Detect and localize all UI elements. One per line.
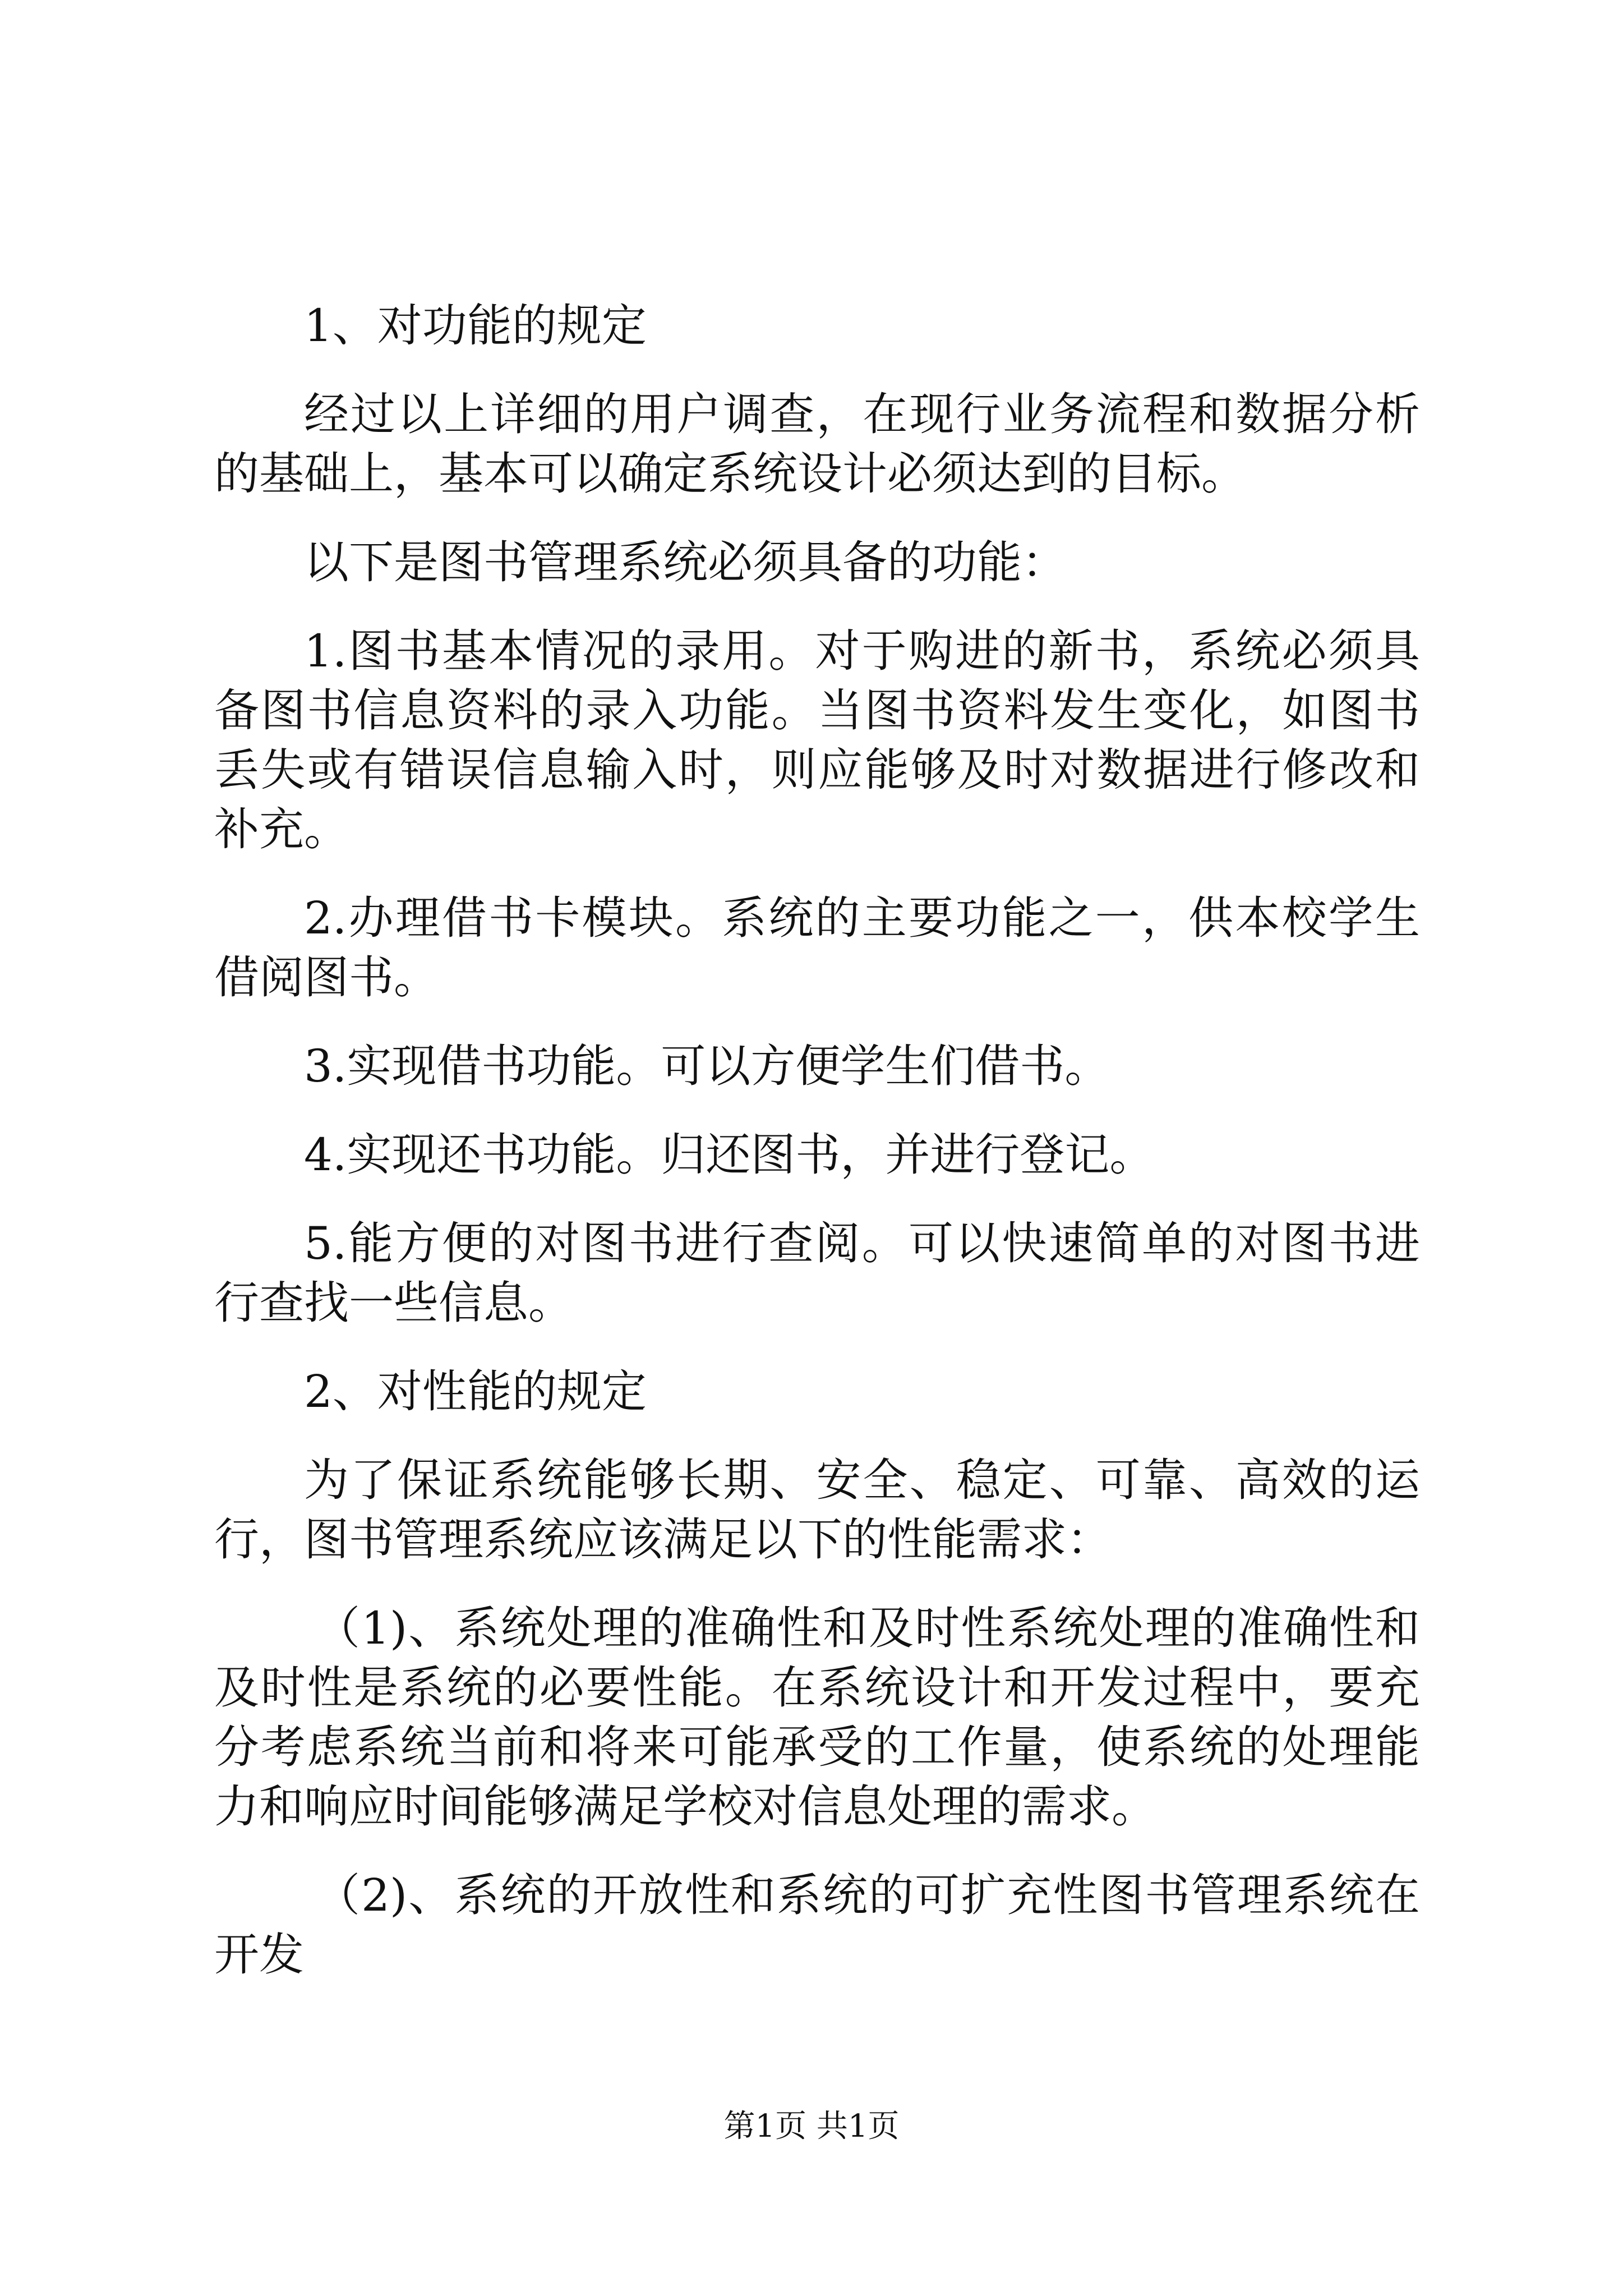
section-heading-functions: 1、对功能的规定 xyxy=(304,300,647,352)
paragraph-intro: 经过以上详细的用户调查，在现行业务流程和数据分析的基础上，基本可以确定系统设计必须达到的目标。 xyxy=(214,388,1420,500)
paragraph-performance-lead: 为了保证系统能够长期、安全、稳定、可靠、高效的运行，图书管理系统应该满足以下的性能需求： xyxy=(214,1454,1420,1566)
list-item-5: 5.能方便的对图书进行查阅。可以快速简单的对图书进行查找一些信息。 xyxy=(214,1217,1420,1329)
performance-item-2: （2)、系统的开放性和系统的可扩充性图书管理系统在开发 xyxy=(214,1869,1420,1981)
document-body xyxy=(214,296,1420,2014)
performance-item-1: （1)、系统处理的准确性和及时性系统处理的准确性和及时性是系统的必要性能。在系统设计和开发过程中，要充分考虑系统当前和将来可能承受的工作量，使系统的处理能力和响应时间能够满足学校对信息处理的需求。 xyxy=(214,1602,1420,1833)
list-item-2: 2.办理借书卡模块。系统的主要功能之一，供本校学生借阅图书。 xyxy=(214,892,1420,1004)
paragraph-functions-lead: 以下是图书管理系统必须具备的功能： xyxy=(304,536,1067,588)
list-item-3: 3.实现借书功能。可以方便学生们借书。 xyxy=(304,1040,1110,1092)
list-item-4: 4.实现还书功能。归还图书，并进行登记。 xyxy=(304,1129,1155,1181)
page-footer: 第1页 共1页 xyxy=(723,2108,900,2145)
section-heading-performance: 2、对性能的规定 xyxy=(304,1365,647,1418)
list-item-1: 1.图书基本情况的录用。对于购进的新书，系统必须具备图书信息资料的录入功能。当图书资料发生变化，如图书丢失或有错误信息输入时，则应能够及时对数据进行修改和补充。 xyxy=(214,625,1420,855)
